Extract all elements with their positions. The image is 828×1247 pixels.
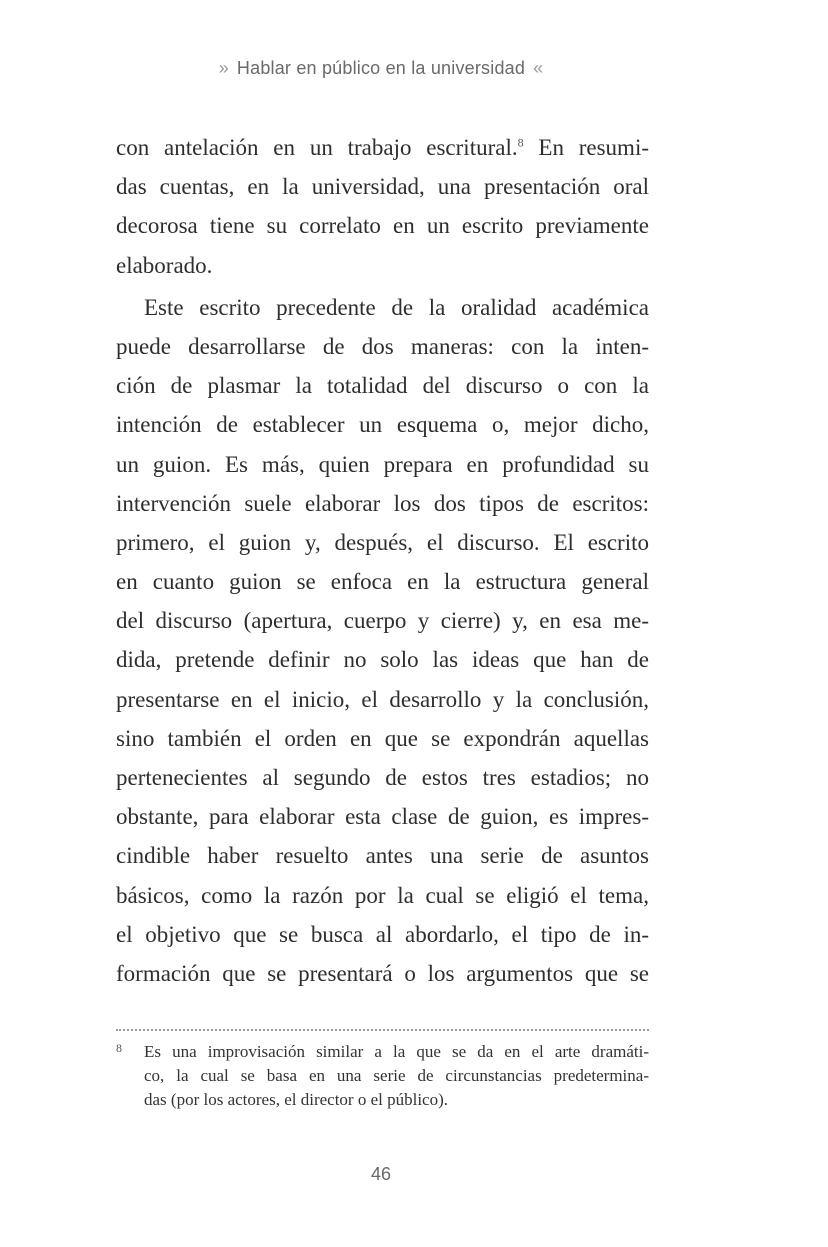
- text-line: intervención suele elaborar los dos tipos de escritos:: [116, 490, 649, 516]
- text-line: ción de plasmar la totalidad del discurso o con la: [116, 373, 649, 399]
- running-header: [0, 58, 762, 79]
- footnote: [116, 1040, 649, 1112]
- text-line: elaborado.: [116, 252, 213, 278]
- text-line: puede desarrollarse de dos maneras: con la inten-: [116, 333, 649, 359]
- footnote-number: 8: [116, 1041, 122, 1055]
- header-open-mark: »: [218, 58, 229, 78]
- header-close-mark: «: [533, 58, 544, 78]
- text-line: cindible haber resuelto antes una serie de asuntos: [116, 843, 649, 869]
- text-line: [116, 128, 649, 167]
- text-line: el objetivo que se busca al abordarlo, el tipo de in-: [116, 921, 649, 947]
- text-line: en cuanto guion se enfoca en la estructura general: [116, 569, 649, 595]
- header-title: Hablar en público en la universidad: [236, 58, 526, 78]
- text-line: das cuentas, en la universidad, una presentación oral: [116, 174, 649, 200]
- text-line: decorosa tiene su correlato en un escrito previamente: [116, 213, 649, 239]
- text-line: básicos, como la razón por la cual se eligió el tema,: [116, 882, 649, 908]
- text-line: obstante, para elaborar esta clase de guion, es impres-: [116, 804, 649, 830]
- footnote-line: das (por los actores, el director o el público).: [144, 1090, 449, 1109]
- page-number: 46: [370, 1164, 392, 1184]
- footnote-line: Es una improvisación similar a la que se da en el arte dramáti-: [144, 1042, 649, 1061]
- text-line: intención de establecer un esquema o, mejor dicho,: [116, 412, 649, 438]
- text-line: primero, el guion y, después, el discurso. El escrito: [116, 529, 649, 555]
- text-segment: con antelación en un trabajo escritural.: [116, 135, 518, 160]
- text-line: sino también el orden en que se expondrán aquellas: [116, 725, 649, 751]
- footnote-reference[interactable]: 8: [517, 135, 524, 150]
- text-line: formación que se presentará o los argumentos que se: [116, 960, 649, 986]
- text-segment: En resumi-: [523, 135, 649, 160]
- text-line: del discurso (apertura, cuerpo y cierre) y, en esa me-: [116, 608, 649, 634]
- footnote-separator: [116, 1029, 649, 1031]
- paragraph-1: [116, 128, 649, 285]
- text-line: un guion. Es más, quien prepara en profundidad su: [116, 451, 649, 477]
- body-text: [116, 128, 649, 993]
- text-line: Este escrito precedente de la oralidad académica: [144, 294, 649, 320]
- text-line: presentarse en el inicio, el desarrollo y la conclusión,: [116, 686, 649, 712]
- text-line: pertenecientes al segundo de estos tres estadios; no: [116, 765, 649, 790]
- paragraph-2: [116, 288, 649, 993]
- footnote-line: co, la cual se basa en una serie de circunstancias predetermina-: [144, 1066, 649, 1085]
- text-line: dida, pretende definir no solo las ideas que han de: [116, 647, 649, 673]
